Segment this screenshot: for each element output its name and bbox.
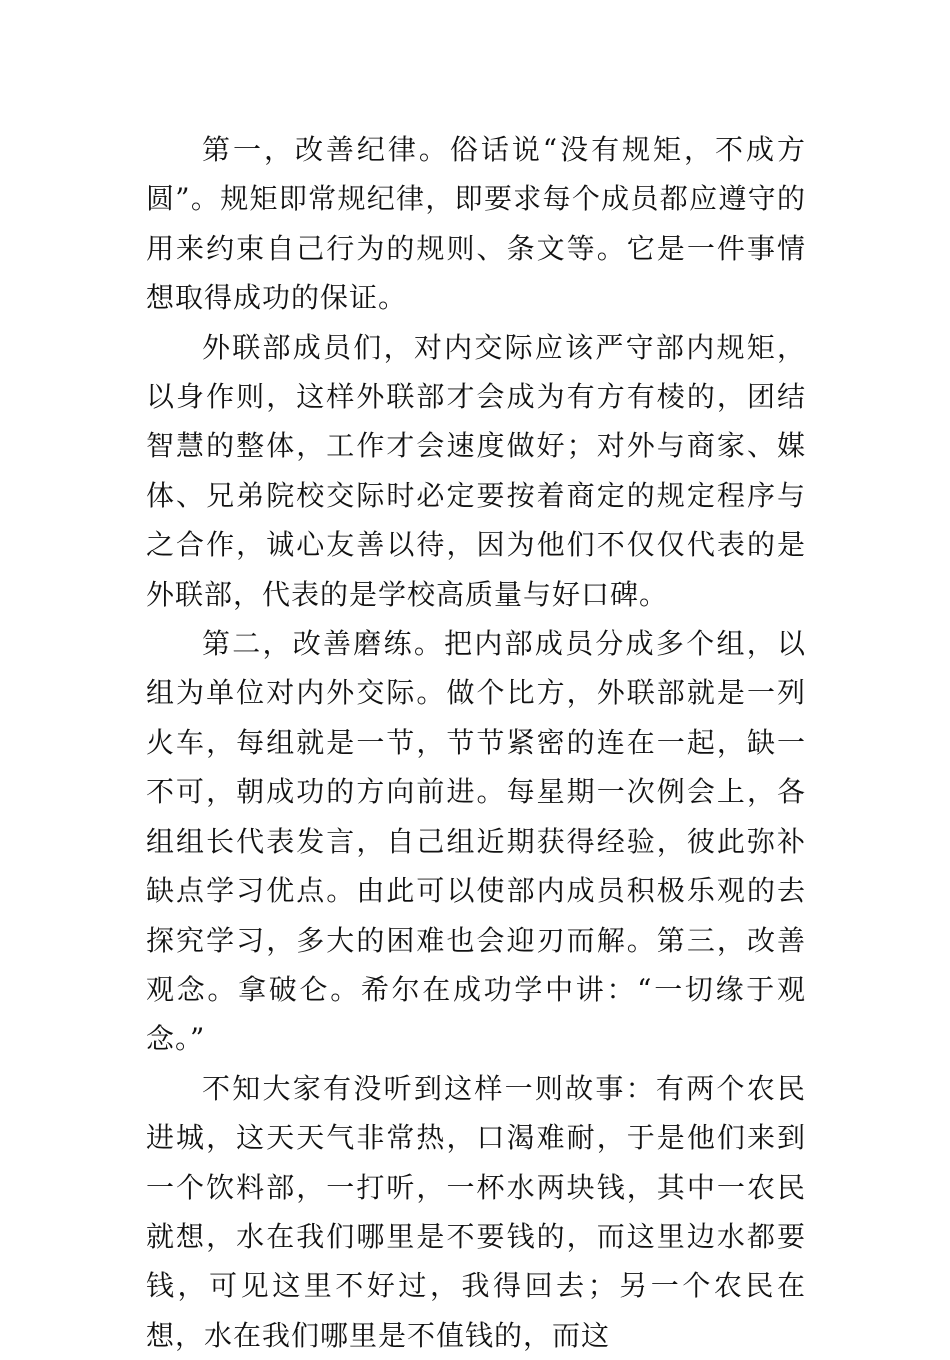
paragraph-discipline: 第一，改善纪律。俗话说“没有规矩，不成方圆”。规矩即常规纪律，即要求每个成员都应遵守的用来约束自己行为的规则、条文等。它是一件事情想取得成功的保证。: [146, 133, 806, 315]
paragraph-members-conduct: 外联部成员们，对内交际应该严守部内规矩，以身作则，这样外联部才会成为有方有棱的，团结智慧的整体，工作才会速度做好；对外与商家、媒体、兄弟院校交际时必定要按着商定的规定程序与之合作，诚心友善以待，因为他们不仅仅代表的是外联部，代表的是学校高质量与好口碑。: [146, 330, 806, 611]
document-body: [146, 125, 806, 1360]
paragraph-training: 第二，改善磨练。把内部成员分成多个组，以组为单位对内外交际。做个比方，外联部就是一列火车，每组就是一节，节节紧密的连在一起，缺一不可，朝成功的方向前进。每星期一次例会上，各组组长代表发言，自己组近期获得经验，彼此弥补缺点学习优点。由此可以使部内成员积极乐观的去探究学习，多大的困难也会迎刃而解。第三，改善观念。拿破仑。希尔在成功学中讲：“一切缘于观念。”: [146, 627, 806, 1056]
paragraph-story: 不知大家有没听到这样一则故事：有两个农民进城，这天天气非常热，口渴难耐，于是他们来到一个饮料部，一打听，一杯水两块钱，其中一农民就想，水在我们哪里是不要钱的，而这里边水都要钱，可见这里不好过，我得回去；另一个农民在想，水在我们哪里是不值钱的，而这: [146, 1071, 806, 1352]
